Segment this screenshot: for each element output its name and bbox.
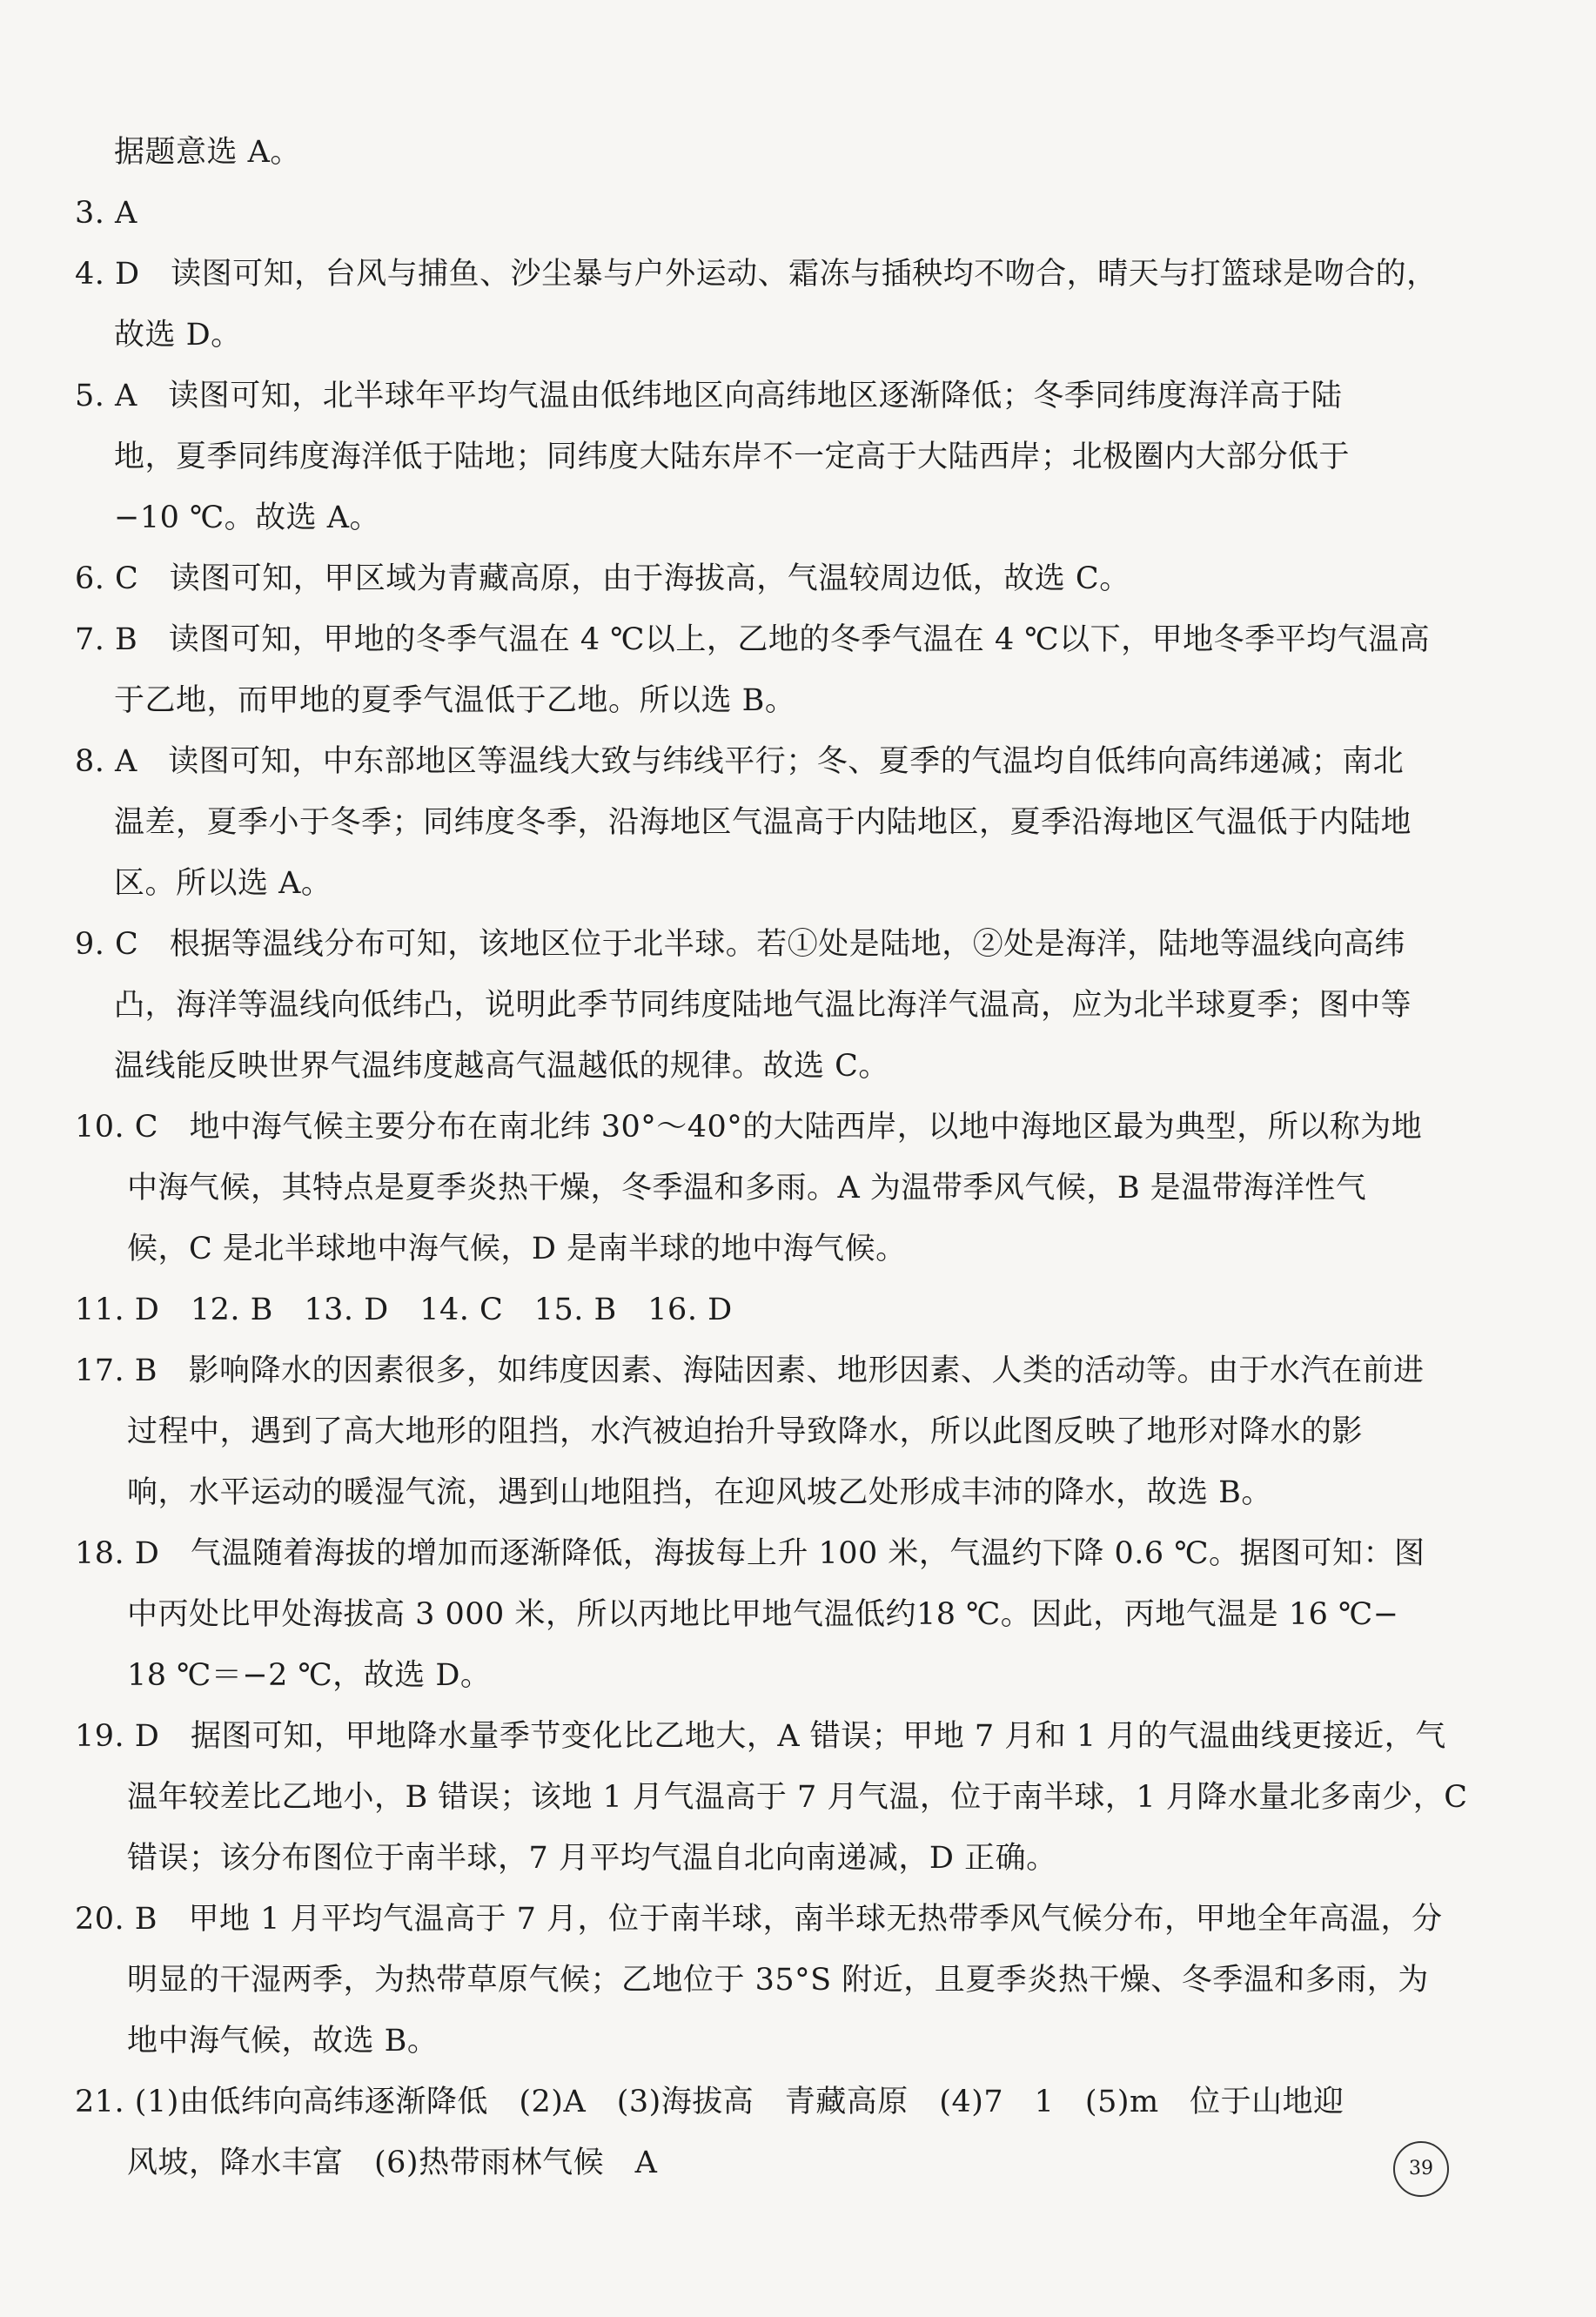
text-line: 于乙地，而甲地的夏季气温低于乙地。所以选 B。 [114,683,796,718]
text-line: 18 ℃＝−2 ℃，故选 D。 [127,1658,492,1693]
answer-17: 17. B 影响降水的因素很多，如纬度因素、海陆因素、地形因素、人类的活动等。由于水汽在前进 [75,1353,1425,1388]
text-line: 过程中，遇到了高大地形的阻挡，水汽被迫抬升导致降水，所以此图反映了地形对降水的影 [127,1414,1364,1449]
text-line: 错误；该分布图位于南半球，7 月平均气温自北向南递减，D 正确。 [127,1841,1057,1876]
text-line: 明显的干湿两季，为热带草原气候；乙地位于 35°S 附近，且夏季炎热干燥、冬季温和多雨，为 [127,1963,1429,1998]
answer-19: 19. D 据图可知，甲地降水量季节变化比乙地大，A 错误；甲地 7 月和 1 月的气温曲线更接近，气 [75,1719,1446,1754]
answer-3: 3. A [75,196,137,231]
answer-20: 20. B 甲地 1 月平均气温高于 7 月，位于南半球，南半球无热带季风气候分布，甲地全年高温，分 [75,1902,1443,1937]
answer-18: 18. D 气温随着海拔的增加而逐渐降低，海拔每上升 100 米，气温约下降 0.6 ℃。据图可知：图 [75,1536,1425,1571]
text-line: −10 ℃。故选 A。 [114,500,381,535]
text-line: 风坡，降水丰富 (6)热带雨林气候 A [127,2146,658,2180]
answer-10: 10. C 地中海气候主要分布在南北纬 30°～40°的大陆西岸，以地中海地区最为典型，所以称为地 [75,1110,1423,1145]
answer-6: 6. C 读图可知，甲区域为青藏高原，由于海拔高，气温较周边低，故选 C。 [75,561,1130,596]
text-line: 响，水平运动的暖湿气流，遇到山地阻挡，在迎风坡乙处形成丰沛的降水，故选 B。 [127,1475,1272,1510]
text-line: 故选 D。 [114,318,242,353]
text-line: 地，夏季同纬度海洋低于陆地；同纬度大陆东岸不一定高于大陆西岸；北极圈内大部分低于 [114,440,1351,474]
answer-9: 9. C 根据等温线分布可知，该地区位于北半球。若①处是陆地，②处是海洋，陆地等温线向高纬 [75,927,1405,962]
answer-7: 7. B 读图可知，甲地的冬季气温在 4 ℃以上，乙地的冬季气温在 4 ℃以下，甲地冬季平均气温高 [75,622,1431,657]
page-number: 39 [1393,2141,1449,2197]
text-line: 中丙处比甲处海拔高 3 000 米，所以丙地比甲地气温低约18 ℃。因此，丙地气温是 16 ℃− [127,1597,1399,1632]
text-line: 温线能反映世界气温纬度越高气温越低的规律。故选 C。 [114,1049,889,1084]
text-line: 温年较差比乙地小，B 错误；该地 1 月气温高于 7 月气温，位于南半球，1 月降水量北多南少，C [127,1780,1468,1815]
text-line: 候，C 是北半球地中海气候，D 是南半球的地中海气候。 [127,1232,907,1266]
text-line: 凸，海洋等温线向低纬凸，说明此季节同纬度陆地气温比海洋气温高，应为北半球夏季；图中等 [114,988,1412,1023]
answer-8: 8. A 读图可知，中东部地区等温线大致与纬线平行；冬、夏季的气温均自低纬向高纬递减；南北 [75,744,1405,779]
text-line: 中海气候，其特点是夏季炎热干燥，冬季温和多雨。A 为温带季风气候，B 是温带海洋性气 [127,1171,1367,1206]
text-line: 据题意选 A。 [114,135,301,170]
answer-21: 21. (1)由低纬向高纬逐渐降低 (2)A (3)海拔高 青藏高原 (4)7 1 (5)m 位于山地迎 [75,2085,1345,2119]
answer-4: 4. D 读图可知，台风与捕鱼、沙尘暴与户外运动、霜冻与插秧均不吻合，晴天与打篮球是吻合的， [75,257,1438,292]
text-line: 温差，夏季小于冬季；同纬度冬季，沿海地区气温高于内陆地区，夏季沿海地区气温低于内陆地 [114,805,1412,840]
answer-5: 5. A 读图可知，北半球年平均气温由低纬地区向高纬地区逐渐降低；冬季同纬度海洋高于陆 [75,379,1343,413]
text-line: 地中海气候，故选 B。 [127,2024,439,2058]
text-line: 区。所以选 A。 [114,866,332,901]
answer-11-16: 11. D 12. B 13. D 14. C 15. B 16. D [75,1293,733,1327]
